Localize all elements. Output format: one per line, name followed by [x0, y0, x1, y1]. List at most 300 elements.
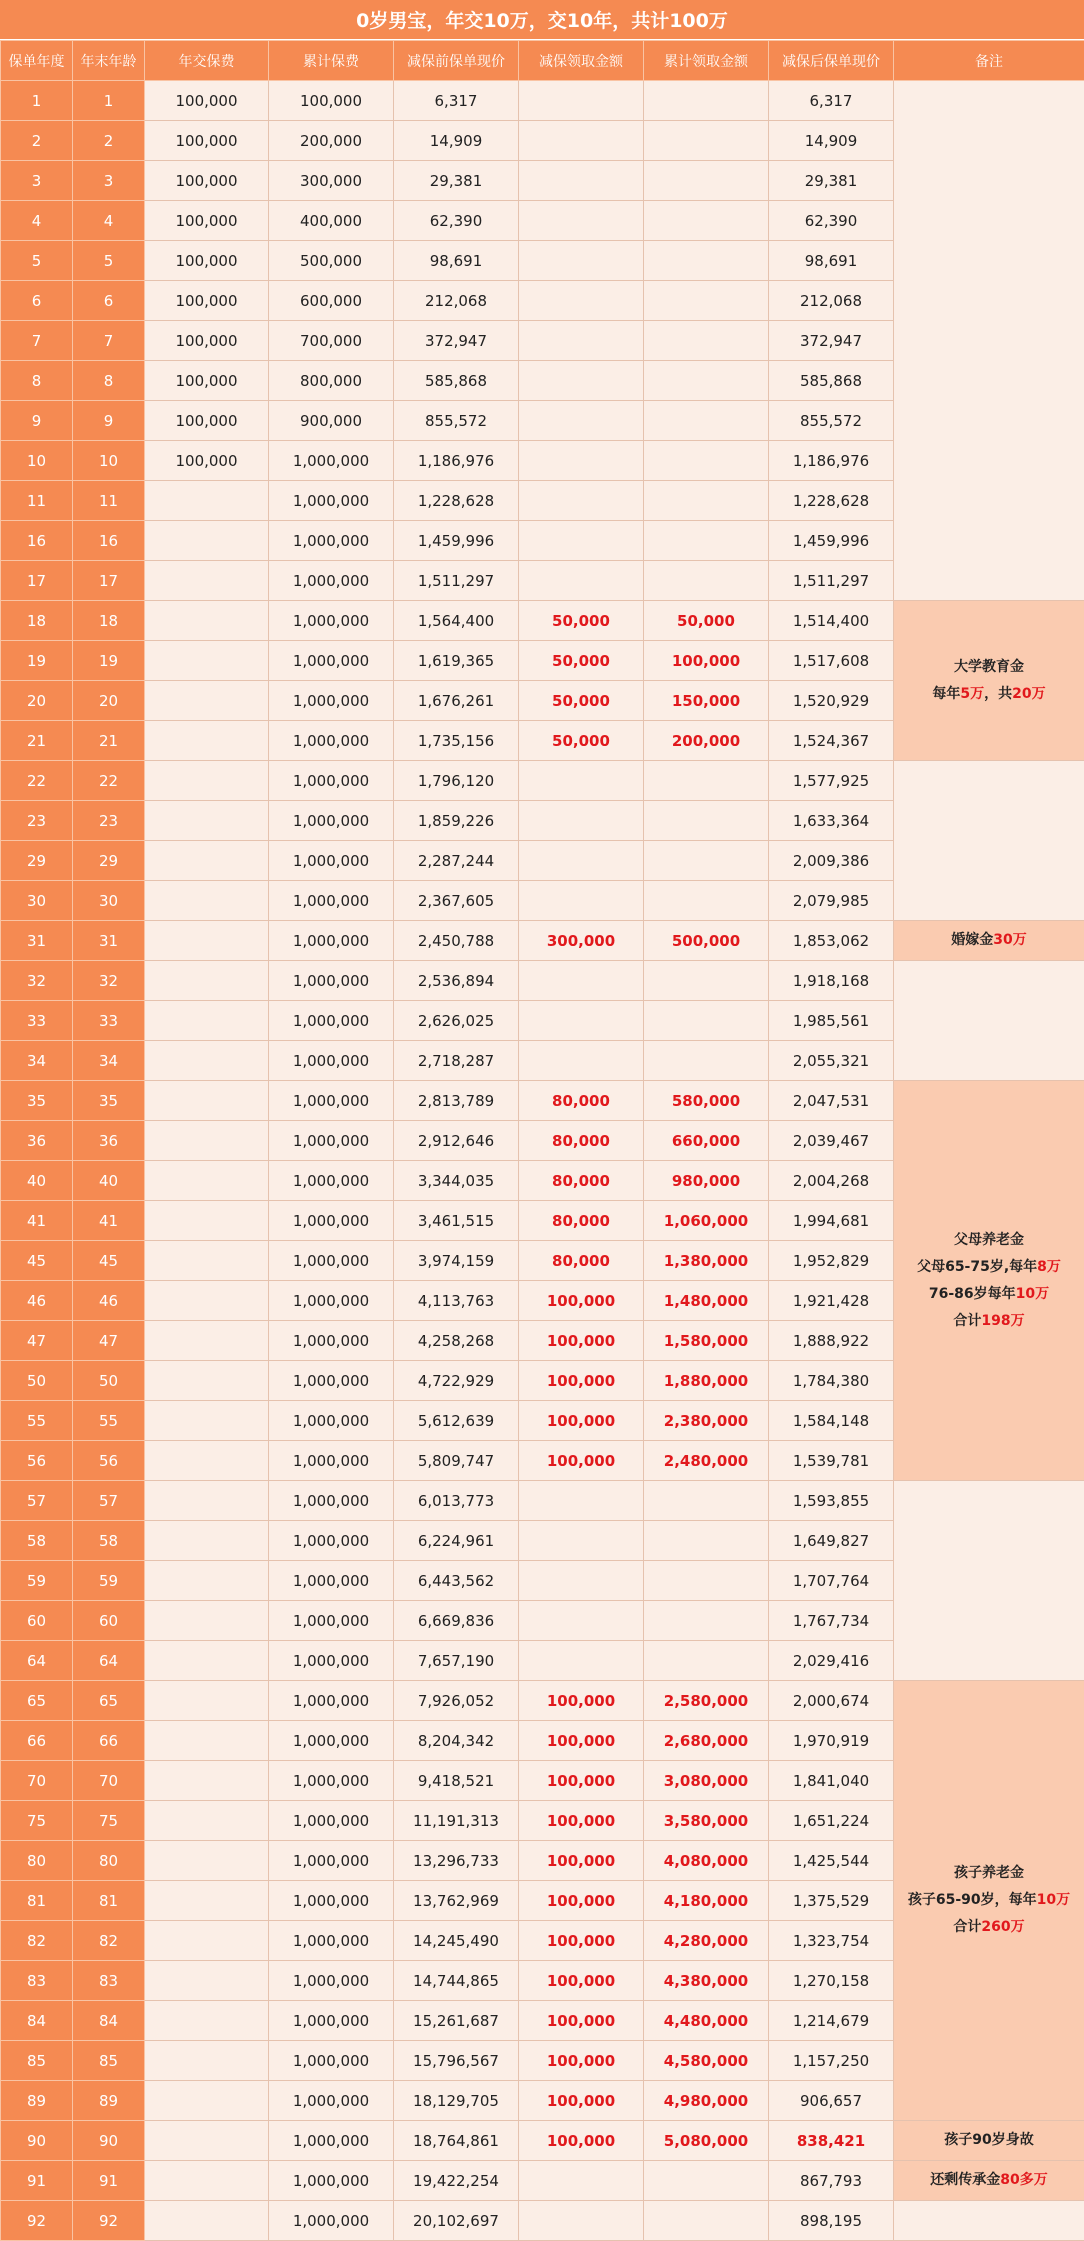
- cell-age: 5: [73, 241, 145, 281]
- cell-value-before: 8,204,342: [394, 1721, 519, 1761]
- cell-policy-year: 91: [1, 2161, 73, 2201]
- cell-value-before: 13,762,969: [394, 1881, 519, 1921]
- note-cell: [894, 1081, 1084, 1481]
- note-cell: [894, 81, 1084, 601]
- cell-policy-year: 30: [1, 881, 73, 921]
- cell-withdrawal: 100,000: [519, 1921, 644, 1961]
- cell-age: 40: [73, 1161, 145, 1201]
- cell-policy-year: 3: [1, 161, 73, 201]
- cell-age: 91: [73, 2161, 145, 2201]
- cell-value-before: 3,974,159: [394, 1241, 519, 1281]
- cell-age: 85: [73, 2041, 145, 2081]
- cell-policy-year: 45: [1, 1241, 73, 1281]
- cell-value-before: 15,796,567: [394, 2041, 519, 2081]
- cell-cumulative-withdrawal: [644, 81, 769, 121]
- cell-value-before: 1,735,156: [394, 721, 519, 761]
- note-line: [894, 1254, 1084, 1281]
- cell-value-before: 29,381: [394, 161, 519, 201]
- cell-cumulative-premium: 1,000,000: [269, 1561, 394, 1601]
- table-title: 0岁男宝，年交10万，交10年，共计100万: [0, 0, 1084, 40]
- cell-withdrawal: [519, 361, 644, 401]
- cell-cumulative-withdrawal: 4,580,000: [644, 2041, 769, 2081]
- cell-annual-premium: 100,000: [145, 361, 269, 401]
- cell-annual-premium: [145, 2001, 269, 2041]
- cell-cumulative-premium: 1,000,000: [269, 1441, 394, 1481]
- cell-withdrawal: 80,000: [519, 1161, 644, 1201]
- cell-policy-year: 7: [1, 321, 73, 361]
- note-text: 孩子90岁身故: [944, 2132, 1034, 2148]
- cell-cumulative-withdrawal: [644, 201, 769, 241]
- cell-value-after: 2,039,467: [769, 1121, 894, 1161]
- cell-value-before: 1,564,400: [394, 601, 519, 641]
- note-line: [894, 654, 1084, 681]
- cell-cumulative-premium: 1,000,000: [269, 561, 394, 601]
- cell-cumulative-withdrawal: [644, 561, 769, 601]
- cell-annual-premium: 100,000: [145, 201, 269, 241]
- cell-cumulative-premium: 1,000,000: [269, 641, 394, 681]
- cell-policy-year: 2: [1, 121, 73, 161]
- cell-value-after: 1,214,679: [769, 2001, 894, 2041]
- cell-cumulative-premium: 1,000,000: [269, 1321, 394, 1361]
- cell-annual-premium: [145, 1761, 269, 1801]
- cell-cumulative-premium: 1,000,000: [269, 1401, 394, 1441]
- cell-value-after: 1,633,364: [769, 801, 894, 841]
- cell-withdrawal: [519, 201, 644, 241]
- cell-value-before: 2,367,605: [394, 881, 519, 921]
- cell-annual-premium: [145, 1081, 269, 1121]
- cell-cumulative-withdrawal: 50,000: [644, 601, 769, 641]
- cell-withdrawal: 300,000: [519, 921, 644, 961]
- cell-cumulative-withdrawal: [644, 401, 769, 441]
- note-text: 孩子养老金: [954, 1865, 1024, 1881]
- cell-value-after: 1,970,919: [769, 1721, 894, 1761]
- table-row: [1, 921, 1084, 961]
- note-line: [894, 1860, 1084, 1887]
- cell-value-before: 1,228,628: [394, 481, 519, 521]
- cell-annual-premium: [145, 2041, 269, 2081]
- cell-policy-year: 10: [1, 441, 73, 481]
- cell-withdrawal: [519, 441, 644, 481]
- cell-value-after: 2,000,674: [769, 1681, 894, 1721]
- cell-value-before: 3,461,515: [394, 1201, 519, 1241]
- cell-withdrawal: [519, 881, 644, 921]
- cell-cumulative-premium: 1,000,000: [269, 1721, 394, 1761]
- cell-policy-year: 47: [1, 1321, 73, 1361]
- cell-value-before: 18,129,705: [394, 2081, 519, 2121]
- header-value-before-withdrawal: 减保前保单现价: [394, 41, 519, 81]
- cell-value-after: 1,707,764: [769, 1561, 894, 1601]
- cell-policy-year: 81: [1, 1881, 73, 1921]
- cell-age: 23: [73, 801, 145, 841]
- cell-value-before: 2,912,646: [394, 1121, 519, 1161]
- cell-annual-premium: 100,000: [145, 281, 269, 321]
- cell-cumulative-premium: 1,000,000: [269, 1241, 394, 1281]
- cell-value-after: 585,868: [769, 361, 894, 401]
- cell-value-before: 372,947: [394, 321, 519, 361]
- cell-value-after: 1,425,544: [769, 1841, 894, 1881]
- cell-value-after: 1,888,922: [769, 1321, 894, 1361]
- cell-cumulative-withdrawal: [644, 281, 769, 321]
- note-cell: [894, 761, 1084, 921]
- cell-withdrawal: 100,000: [519, 1961, 644, 2001]
- cell-value-before: 14,909: [394, 121, 519, 161]
- cell-cumulative-withdrawal: [644, 2201, 769, 2241]
- cell-policy-year: 29: [1, 841, 73, 881]
- cell-policy-year: 65: [1, 1681, 73, 1721]
- cell-age: 89: [73, 2081, 145, 2121]
- cell-policy-year: 4: [1, 201, 73, 241]
- cell-value-after: 855,572: [769, 401, 894, 441]
- cell-policy-year: 58: [1, 1521, 73, 1561]
- note-text: 76-86岁每年: [928, 1285, 1016, 1302]
- cell-annual-premium: [145, 561, 269, 601]
- cell-age: 75: [73, 1801, 145, 1841]
- cell-age: 21: [73, 721, 145, 761]
- cell-age: 9: [73, 401, 145, 441]
- cell-cumulative-premium: 1,000,000: [269, 1961, 394, 2001]
- cell-cumulative-premium: 1,000,000: [269, 721, 394, 761]
- cell-value-after: 1,186,976: [769, 441, 894, 481]
- cell-policy-year: 56: [1, 1441, 73, 1481]
- cell-cumulative-premium: 1,000,000: [269, 1921, 394, 1961]
- cell-cumulative-withdrawal: [644, 2161, 769, 2201]
- cell-cumulative-premium: 1,000,000: [269, 441, 394, 481]
- header-cumulative-premium: 累计保费: [269, 41, 394, 81]
- cell-cumulative-premium: 1,000,000: [269, 1201, 394, 1241]
- cell-annual-premium: 100,000: [145, 321, 269, 361]
- note-highlight: 198万: [981, 1312, 1025, 1329]
- cell-age: 31: [73, 921, 145, 961]
- cell-policy-year: 90: [1, 2121, 73, 2161]
- cell-value-after: 1,994,681: [769, 1201, 894, 1241]
- cell-withdrawal: [519, 1601, 644, 1641]
- cell-cumulative-premium: 1,000,000: [269, 881, 394, 921]
- cell-policy-year: 83: [1, 1961, 73, 2001]
- cell-withdrawal: 100,000: [519, 1881, 644, 1921]
- header-value-after-withdrawal: 减保后保单现价: [769, 41, 894, 81]
- cell-value-after: 62,390: [769, 201, 894, 241]
- cell-value-before: 4,113,763: [394, 1281, 519, 1321]
- cell-value-after: 1,270,158: [769, 1961, 894, 2001]
- cell-withdrawal: [519, 2161, 644, 2201]
- cell-cumulative-withdrawal: [644, 1561, 769, 1601]
- cell-cumulative-withdrawal: [644, 1041, 769, 1081]
- cell-value-after: 1,375,529: [769, 1881, 894, 1921]
- cell-withdrawal: [519, 521, 644, 561]
- cell-cumulative-withdrawal: 660,000: [644, 1121, 769, 1161]
- cell-policy-year: 82: [1, 1921, 73, 1961]
- cell-cumulative-withdrawal: [644, 1001, 769, 1041]
- cell-cumulative-premium: 1,000,000: [269, 1801, 394, 1841]
- cell-age: 55: [73, 1401, 145, 1441]
- cell-cumulative-withdrawal: 500,000: [644, 921, 769, 961]
- cell-cumulative-premium: 1,000,000: [269, 921, 394, 961]
- cell-policy-year: 22: [1, 761, 73, 801]
- cell-annual-premium: 100,000: [145, 161, 269, 201]
- cell-withdrawal: 80,000: [519, 1241, 644, 1281]
- cell-cumulative-withdrawal: [644, 241, 769, 281]
- cell-value-after: 1,649,827: [769, 1521, 894, 1561]
- header-row: [1, 41, 1084, 81]
- cell-policy-year: 59: [1, 1561, 73, 1601]
- cell-annual-premium: [145, 721, 269, 761]
- note-text: 婚嫁金: [951, 932, 994, 948]
- cell-age: 92: [73, 2201, 145, 2241]
- cell-cumulative-premium: 1,000,000: [269, 521, 394, 561]
- cell-age: 70: [73, 1761, 145, 1801]
- note-highlight: 80多万: [1000, 2172, 1048, 2188]
- note-text: 合计: [953, 1312, 982, 1329]
- cell-value-before: 5,612,639: [394, 1401, 519, 1441]
- cell-age: 22: [73, 761, 145, 801]
- cell-value-before: 1,796,120: [394, 761, 519, 801]
- cell-cumulative-withdrawal: [644, 1521, 769, 1561]
- cell-annual-premium: [145, 1521, 269, 1561]
- cell-cumulative-premium: 1,000,000: [269, 1281, 394, 1321]
- cell-policy-year: 8: [1, 361, 73, 401]
- cell-cumulative-withdrawal: [644, 121, 769, 161]
- cell-cumulative-premium: 1,000,000: [269, 481, 394, 521]
- note-text: 大学教育金: [954, 658, 1024, 675]
- cell-cumulative-withdrawal: 4,080,000: [644, 1841, 769, 1881]
- note-line: [894, 2127, 1084, 2154]
- cell-age: 84: [73, 2001, 145, 2041]
- cell-cumulative-withdrawal: [644, 441, 769, 481]
- cell-policy-year: 1: [1, 81, 73, 121]
- cell-withdrawal: [519, 481, 644, 521]
- cell-withdrawal: 80,000: [519, 1201, 644, 1241]
- cell-annual-premium: [145, 921, 269, 961]
- cell-cumulative-premium: 1,000,000: [269, 1881, 394, 1921]
- cell-value-before: 3,344,035: [394, 1161, 519, 1201]
- cell-cumulative-premium: 1,000,000: [269, 801, 394, 841]
- cell-age: 57: [73, 1481, 145, 1521]
- cell-withdrawal: 100,000: [519, 1281, 644, 1321]
- cell-value-after: 6,317: [769, 81, 894, 121]
- cell-cumulative-withdrawal: [644, 961, 769, 1001]
- cell-cumulative-withdrawal: 200,000: [644, 721, 769, 761]
- cell-withdrawal: [519, 121, 644, 161]
- cell-age: 65: [73, 1681, 145, 1721]
- cell-cumulative-withdrawal: [644, 1641, 769, 1681]
- cell-withdrawal: [519, 841, 644, 881]
- cell-policy-year: 70: [1, 1761, 73, 1801]
- cell-cumulative-premium: 1,000,000: [269, 1681, 394, 1721]
- cell-value-before: 20,102,697: [394, 2201, 519, 2241]
- cell-value-after: 1,767,734: [769, 1601, 894, 1641]
- cell-cumulative-premium: 500,000: [269, 241, 394, 281]
- cell-value-before: 1,859,226: [394, 801, 519, 841]
- cell-age: 7: [73, 321, 145, 361]
- cell-value-before: 1,619,365: [394, 641, 519, 681]
- cell-annual-premium: [145, 961, 269, 1001]
- cell-value-after: 212,068: [769, 281, 894, 321]
- cell-value-before: 5,809,747: [394, 1441, 519, 1481]
- cell-policy-year: 57: [1, 1481, 73, 1521]
- header-cumulative-withdrawal: 累计领取金额: [644, 41, 769, 81]
- cell-cumulative-premium: 1,000,000: [269, 1081, 394, 1121]
- cell-age: 6: [73, 281, 145, 321]
- cell-annual-premium: [145, 1801, 269, 1841]
- cell-value-before: 855,572: [394, 401, 519, 441]
- cell-cumulative-withdrawal: 4,480,000: [644, 2001, 769, 2041]
- table-row: [1, 761, 1084, 801]
- cell-cumulative-premium: 1,000,000: [269, 1121, 394, 1161]
- cell-cumulative-premium: 400,000: [269, 201, 394, 241]
- cell-cumulative-withdrawal: 5,080,000: [644, 2121, 769, 2161]
- cell-cumulative-premium: 1,000,000: [269, 2001, 394, 2041]
- cell-withdrawal: [519, 1521, 644, 1561]
- cell-cumulative-withdrawal: [644, 161, 769, 201]
- cell-withdrawal: 100,000: [519, 1361, 644, 1401]
- cell-policy-year: 16: [1, 521, 73, 561]
- cell-annual-premium: [145, 641, 269, 681]
- cell-cumulative-withdrawal: 2,480,000: [644, 1441, 769, 1481]
- cell-policy-year: 32: [1, 961, 73, 1001]
- cell-age: 3: [73, 161, 145, 201]
- cell-age: 35: [73, 1081, 145, 1121]
- cell-age: 82: [73, 1921, 145, 1961]
- header-age: 年末年龄: [73, 41, 145, 81]
- cell-value-after: 2,079,985: [769, 881, 894, 921]
- cell-value-after: 1,228,628: [769, 481, 894, 521]
- cell-value-before: 4,258,268: [394, 1321, 519, 1361]
- cell-age: 17: [73, 561, 145, 601]
- cell-withdrawal: [519, 161, 644, 201]
- cell-withdrawal: [519, 801, 644, 841]
- cell-cumulative-premium: 1,000,000: [269, 841, 394, 881]
- cell-value-before: 14,744,865: [394, 1961, 519, 2001]
- cell-value-after: 898,195: [769, 2201, 894, 2241]
- cell-cumulative-withdrawal: 1,060,000: [644, 1201, 769, 1241]
- cell-cumulative-withdrawal: 150,000: [644, 681, 769, 721]
- cell-value-before: 6,669,836: [394, 1601, 519, 1641]
- cell-withdrawal: 50,000: [519, 681, 644, 721]
- cell-age: 59: [73, 1561, 145, 1601]
- cell-cumulative-premium: 200,000: [269, 121, 394, 161]
- cell-age: 8: [73, 361, 145, 401]
- cell-cumulative-withdrawal: [644, 841, 769, 881]
- cell-withdrawal: 50,000: [519, 641, 644, 681]
- cell-value-after: 2,055,321: [769, 1041, 894, 1081]
- cell-value-after: 1,651,224: [769, 1801, 894, 1841]
- cell-value-before: 1,676,261: [394, 681, 519, 721]
- cell-value-after: 1,514,400: [769, 601, 894, 641]
- cell-policy-year: 34: [1, 1041, 73, 1081]
- table-body: [1, 81, 1084, 2241]
- cell-value-after: 29,381: [769, 161, 894, 201]
- cell-policy-year: 21: [1, 721, 73, 761]
- cell-annual-premium: [145, 841, 269, 881]
- note-line: [894, 1308, 1084, 1335]
- cell-cumulative-withdrawal: [644, 521, 769, 561]
- cell-withdrawal: [519, 281, 644, 321]
- cell-cumulative-premium: 1,000,000: [269, 1001, 394, 1041]
- cell-age: 80: [73, 1841, 145, 1881]
- cell-value-after: 2,009,386: [769, 841, 894, 881]
- cell-policy-year: 5: [1, 241, 73, 281]
- cell-annual-premium: [145, 1721, 269, 1761]
- cell-cumulative-withdrawal: 2,580,000: [644, 1681, 769, 1721]
- cell-annual-premium: [145, 1361, 269, 1401]
- cell-policy-year: 55: [1, 1401, 73, 1441]
- cell-age: 16: [73, 521, 145, 561]
- cell-withdrawal: 50,000: [519, 601, 644, 641]
- cell-age: 30: [73, 881, 145, 921]
- header-withdrawal-amount: 减保领取金额: [519, 41, 644, 81]
- cell-annual-premium: [145, 1601, 269, 1641]
- cell-cumulative-premium: 700,000: [269, 321, 394, 361]
- cell-annual-premium: [145, 1481, 269, 1521]
- cell-annual-premium: [145, 1441, 269, 1481]
- cell-value-before: 2,813,789: [394, 1081, 519, 1121]
- cell-cumulative-premium: 1,000,000: [269, 1841, 394, 1881]
- cell-withdrawal: 80,000: [519, 1081, 644, 1121]
- cell-withdrawal: 80,000: [519, 1121, 644, 1161]
- cell-policy-year: 92: [1, 2201, 73, 2241]
- cell-value-before: 2,450,788: [394, 921, 519, 961]
- cell-withdrawal: 100,000: [519, 1321, 644, 1361]
- cell-policy-year: 19: [1, 641, 73, 681]
- note-cell: [894, 601, 1084, 761]
- cell-cumulative-withdrawal: [644, 481, 769, 521]
- cell-annual-premium: [145, 681, 269, 721]
- cell-cumulative-withdrawal: [644, 761, 769, 801]
- cell-cumulative-withdrawal: [644, 881, 769, 921]
- cell-value-after: 1,157,250: [769, 2041, 894, 2081]
- cell-annual-premium: [145, 801, 269, 841]
- cell-policy-year: 66: [1, 1721, 73, 1761]
- cell-age: 29: [73, 841, 145, 881]
- cell-value-before: 2,287,244: [394, 841, 519, 881]
- cell-withdrawal: [519, 81, 644, 121]
- cell-cumulative-premium: 1,000,000: [269, 601, 394, 641]
- note-line: [894, 2167, 1084, 2194]
- cell-value-before: 14,245,490: [394, 1921, 519, 1961]
- cell-value-after: 1,853,062: [769, 921, 894, 961]
- cell-withdrawal: [519, 321, 644, 361]
- cell-annual-premium: [145, 1921, 269, 1961]
- cell-cumulative-withdrawal: 3,580,000: [644, 1801, 769, 1841]
- table-row: [1, 961, 1084, 1001]
- cell-withdrawal: [519, 401, 644, 441]
- cell-cumulative-premium: 1,000,000: [269, 2041, 394, 2081]
- cell-annual-premium: [145, 2121, 269, 2161]
- cell-policy-year: 60: [1, 1601, 73, 1641]
- cell-cumulative-premium: 1,000,000: [269, 1361, 394, 1401]
- cell-annual-premium: [145, 1401, 269, 1441]
- cell-value-before: 585,868: [394, 361, 519, 401]
- cell-value-after: 1,593,855: [769, 1481, 894, 1521]
- cell-cumulative-withdrawal: [644, 801, 769, 841]
- cell-value-before: 212,068: [394, 281, 519, 321]
- note-highlight: 5万: [960, 685, 985, 702]
- cell-annual-premium: [145, 601, 269, 641]
- cell-cumulative-withdrawal: 4,180,000: [644, 1881, 769, 1921]
- cell-annual-premium: [145, 1641, 269, 1681]
- note-text: 父母养老金: [954, 1231, 1024, 1248]
- cell-policy-year: 41: [1, 1201, 73, 1241]
- cell-policy-year: 17: [1, 561, 73, 601]
- cell-annual-premium: [145, 2161, 269, 2201]
- cell-value-after: 1,517,608: [769, 641, 894, 681]
- cell-annual-premium: 100,000: [145, 81, 269, 121]
- cell-value-before: 2,536,894: [394, 961, 519, 1001]
- cell-annual-premium: [145, 1201, 269, 1241]
- cell-withdrawal: [519, 1481, 644, 1521]
- note-text: 合计: [953, 1919, 982, 1935]
- cell-value-before: 2,718,287: [394, 1041, 519, 1081]
